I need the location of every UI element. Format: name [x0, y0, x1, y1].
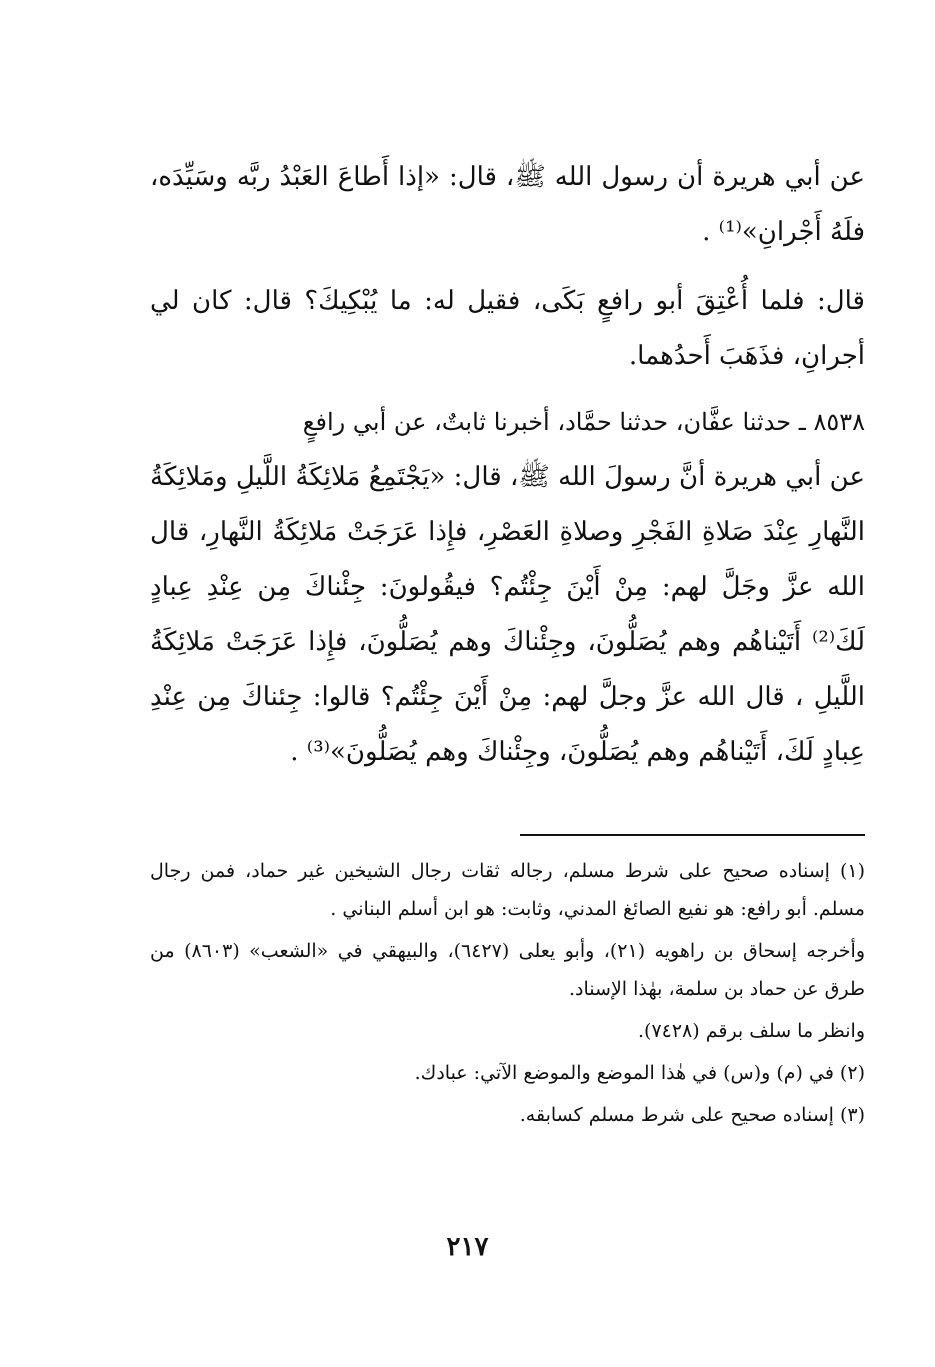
footnotes [150, 852, 865, 1134]
footnote-1-takhrij: وأخرجه إسحاق بن راهويه (٢١)، وأبو يعلى (٦٤٢٧)، والبيهقي في «الشعب» (٨٦٠٣) من طرق عن حماد بن سلمة، بهٰذا الإسناد. [150, 940, 866, 1000]
footnote-3: (٣) إسناده صحيح على شرط مسلم كسابقه. [519, 1104, 865, 1126]
footnote-2: (٢) في (م) و(س) في هٰذا الموضع والموضع الآتي: عبادك. [414, 1062, 865, 1084]
hadith-paragraph-1: عن أبي هريرة أن رسول الله ﷺ، قال: «إذا أَطاعَ العَبْدُ ربَّه وسَيِّدَه، فلَهُ أَجْرانِ»⁽¹⁾ . [150, 162, 865, 247]
page-number: ٢١٧ [446, 1232, 489, 1262]
footnote-divider [520, 834, 865, 836]
footnote-1: (١) إسناده صحيح على شرط مسلم، رجاله ثقات رجال الشيخين غير حماد، فمن رجال مسلم. أبو رافع: هو نفيع الصائغ المدني، وثابت: هو ابن أسلم البناني . [150, 860, 865, 920]
document-page [150, 150, 865, 1138]
main-text [150, 150, 865, 780]
hadith-paragraph-2: قال: فلما أُعْتِقَ أبو رافعٍ بَكَى، فقيل له: ما يُبْكِيكَ؟ قال: كان لي أجرانِ، فذَهَبَ أَحدُهما. [150, 286, 865, 371]
hadith-isnad-8538: ٨٥٣٨ ـ حدثنا عفَّان، حدثنا حمَّاد، أخبرنا ثابتٌ، عن أبي رافعٍ [302, 408, 865, 436]
hadith-paragraph-8538: عن أبي هريرة أنَّ رسولَ الله ﷺ، قال: «يَجْتَمِعُ مَلائِكَةُ اللَّيلِ ومَلائِكَةُ النَّهارِ عِنْدَ صَلاةِ الفَجْرِ وصلاةِ العَصْرِ، فإِذا عَرَجَتْ مَلائِكَةُ النَّهارِ، قال الله عزَّ وجَلَّ لهم: مِنْ أَيْنَ جِئْتُم؟ فيقُولونَ: جِئْناكَ مِن عِنْدِ عِبادٍ لَكَ⁽²⁾ أَتَيْناهُم وهم يُصَلُّونَ، وجِئْناكَ وهم يُصَلُّونَ، فإِذا عَرَجَتْ مَلائِكَةُ اللَّيلِ ، قال الله عزَّ وجلَّ لهم: مِنْ أَيْنَ جِئْتُم؟ قالوا: جِئناكَ مِن عِنْدِ عِبادٍ لَكَ، أَتَيْناهُم وهم يُصَلُّونَ، وجِئْناكَ وهم يُصَلُّونَ»⁽³⁾ . [150, 462, 865, 767]
footnote-1-see-also: وانظر ما سلف برقم (٧٤٢٨). [637, 1020, 865, 1042]
footnote-divider-wrap [150, 794, 865, 852]
